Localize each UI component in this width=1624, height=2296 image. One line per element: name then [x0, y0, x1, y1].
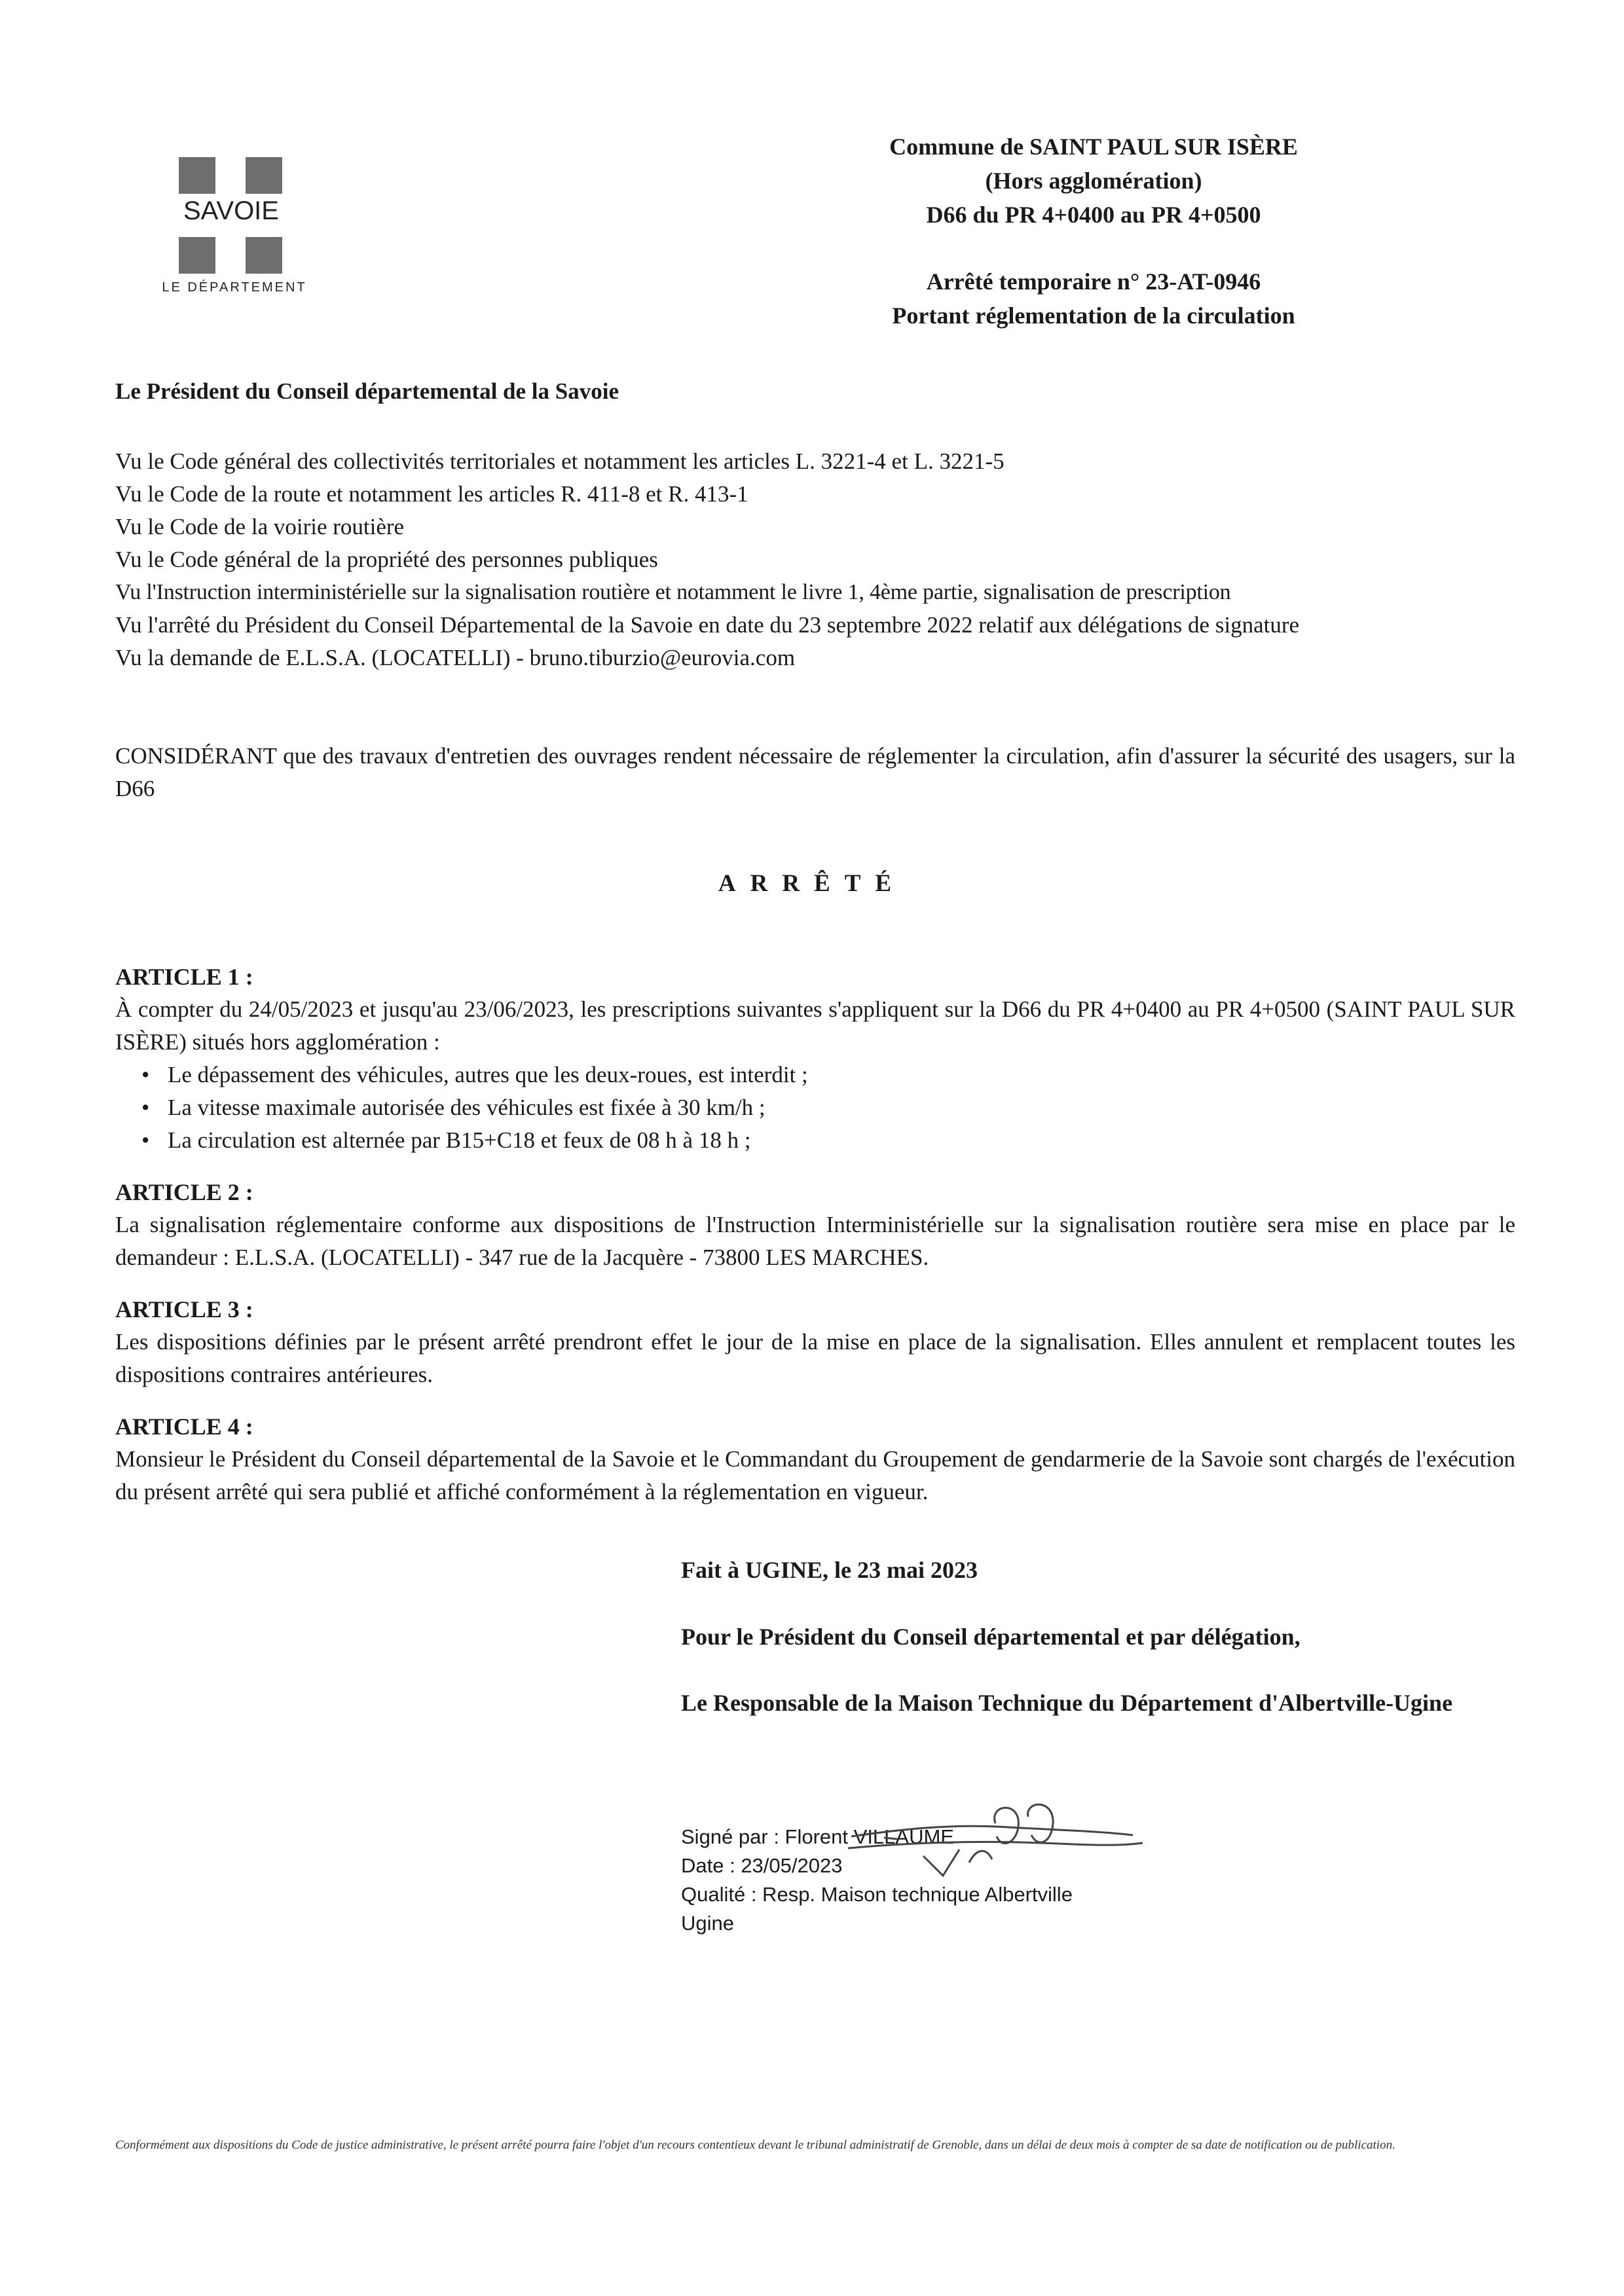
- logo-square-icon: [179, 157, 215, 194]
- article-4: [115, 1410, 1515, 1508]
- stamp-date: Date : 23/05/2023: [681, 1854, 843, 1877]
- document-header: [786, 130, 1401, 333]
- legal-footer-notice: Conformément aux dispositions du Code de justice administrative, le présent arrêté pourra faire l'objet d'un recours contentieux devant le tribunal administratif de Grenoble, dans un délai de deux mois à compter de sa date de notification ou de publication.: [115, 2138, 1395, 2152]
- article-text: À compter du 24/05/2023 et jusqu'au 23/06/2023, les prescriptions suivantes s'appliquent sur la D66 du PR 4+0400 au PR 4+0500 (SAINT PAUL SUR ISÈRE) situés hors agglomération :: [115, 996, 1515, 1055]
- president-heading: Le Président du Conseil départemental de la Savoie: [115, 378, 619, 404]
- stamp-qualite: Qualité : Resp. Maison technique Albertville: [681, 1883, 1073, 1906]
- signature-place-date: Fait à UGINE, le 23 mai 2023: [681, 1557, 978, 1583]
- signature-delegation: Pour le Président du Conseil départemental et par délégation,: [681, 1624, 1301, 1650]
- prescription-item: • La vitesse maximale autorisée des véhicules est fixée à 30 km/h ;: [168, 1091, 1515, 1124]
- vu-item: Vu la demande de E.L.S.A. (LOCATELLI) - bruno.tiburzio@eurovia.com: [115, 645, 796, 670]
- vu-item: Vu le Code général des collectivités territoriales et notamment les articles L. 3221-4 et L. 3221-5: [115, 448, 1005, 474]
- vu-item: Vu l'Instruction interministérielle sur la signalisation routière et notamment le livre 1, 4ème partie, signalisation de prescription: [115, 580, 1231, 604]
- header-road-section: D66 du PR 4+0400 au PR 4+0500: [926, 202, 1261, 228]
- handwritten-signature-icon: [845, 1797, 1146, 1889]
- prescription-item: • La circulation est alternée par B15+C18 et feux de 08 h à 18 h ;: [168, 1124, 1515, 1157]
- prescription-item: • Le dépassement des véhicules, autres que les deux-roues, est interdit ;: [168, 1059, 1515, 1091]
- article-text: Les dispositions définies par le présent arrêté prendront effet le jour de la mise en place de la signalisation. Elles annulent et remplacent toutes les dispositions contraires antérieures.: [115, 1329, 1515, 1387]
- vu-item: Vu le Code de la route et notamment les articles R. 411-8 et R. 413-1: [115, 481, 748, 507]
- savoie-logo: [157, 157, 314, 308]
- vu-item: Vu l'arrêté du Président du Conseil Départemental de la Savoie en date du 23 septembre 2022 relatif aux délégations de signature: [115, 612, 1300, 638]
- vu-list: [115, 445, 1515, 674]
- vu-item: Vu le Code de la voirie routière: [115, 514, 405, 539]
- header-location: (Hors agglomération): [985, 168, 1202, 194]
- vu-item: Vu le Code général de la propriété des personnes publiques: [115, 547, 658, 572]
- article-title: ARTICLE 3 :: [115, 1296, 253, 1322]
- article-title: ARTICLE 2 :: [115, 1179, 253, 1205]
- article-text: Monsieur le Président du Conseil départemental de la Savoie et le Commandant du Groupement de gendarmerie de la Savoie sont chargés de l'exécution du présent arrêté qui sera publié et affiché conformément à la réglementation en vigueur.: [115, 1446, 1515, 1504]
- logo-square-icon: [246, 237, 282, 274]
- logo-square-icon: [246, 157, 282, 194]
- article-title: ARTICLE 1 :: [115, 964, 253, 990]
- article-title: ARTICLE 4 :: [115, 1413, 253, 1440]
- logo-word: SAVOIE: [183, 196, 279, 225]
- article-3: [115, 1293, 1515, 1391]
- logo-square-icon: [179, 237, 215, 274]
- arrete-title: ARRÊTÉ: [718, 870, 906, 897]
- article-text: La signalisation réglementaire conforme aux dispositions de l'Instruction Interministérielle sur la signalisation routière sera mise en place par le demandeur : E.L.S.A. (LOCATELLI) - 347 rue de la Jacquère - 73800 LES MARCHES.: [115, 1212, 1515, 1270]
- prescription-list: [115, 1059, 1515, 1157]
- header-commune: Commune de SAINT PAUL SUR ISÈRE: [889, 134, 1298, 160]
- article-2: [115, 1176, 1515, 1274]
- logo-subtitle: LE DÉPARTEMENT: [162, 280, 307, 295]
- article-1: [115, 960, 1515, 1157]
- header-subject: Portant réglementation de la circulation: [892, 302, 1295, 329]
- stamp-qualite-continued: Ugine: [681, 1912, 734, 1935]
- signature-responsable: Le Responsable de la Maison Technique du Département d'Albertville-Ugine: [681, 1690, 1453, 1716]
- stamp-signed-by: Signé par : Florent VILLAUME: [681, 1825, 954, 1848]
- header-arrete-number: Arrêté temporaire n° 23-AT-0946: [926, 268, 1261, 295]
- considerant-paragraph: CONSIDÉRANT que des travaux d'entretien des ouvrages rendent nécessaire de réglementer la circulation, afin d'assurer la sécurité des usagers, sur la D66: [115, 743, 1515, 801]
